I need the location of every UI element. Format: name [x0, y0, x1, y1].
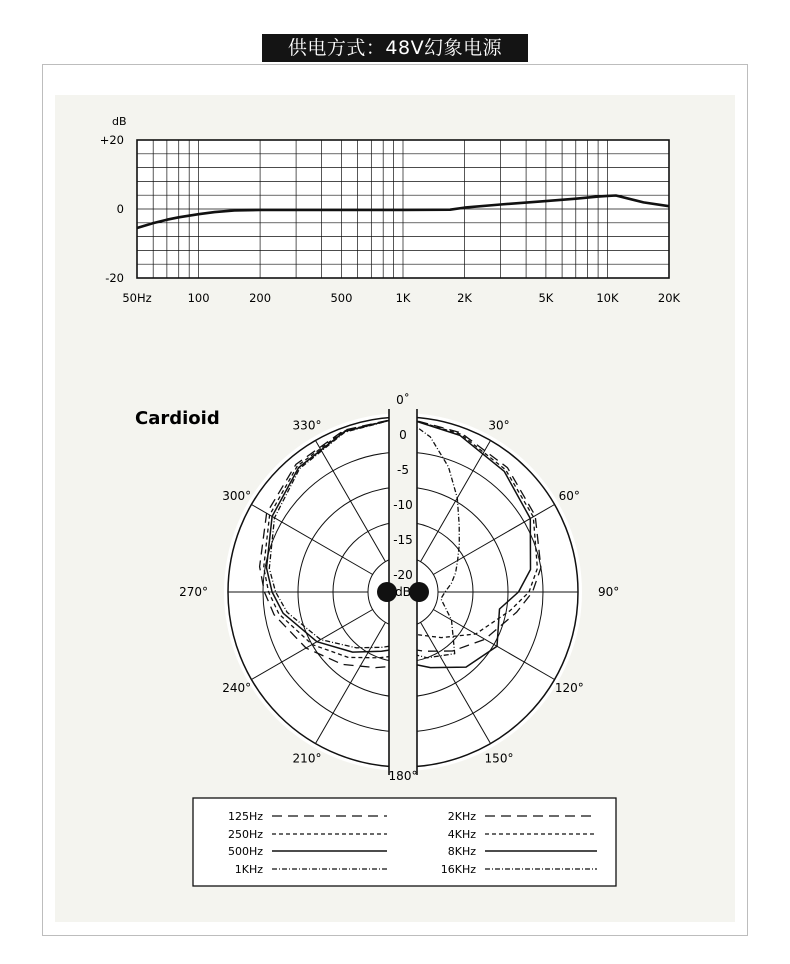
- fr-x-tick-label: 200: [249, 291, 272, 305]
- legend-label: 250Hz: [227, 828, 263, 841]
- legend-label: 8KHz: [447, 845, 476, 858]
- frequency-response-chart: [100, 115, 681, 305]
- polar-r-tick-label: -10: [393, 498, 413, 512]
- polar-r-tick-label: -20: [393, 568, 413, 582]
- legend-label: 125Hz: [227, 810, 263, 823]
- page-title: 供电方式：48V幻象电源: [262, 34, 528, 62]
- fr-y-axis-label: dB: [112, 115, 127, 128]
- fr-x-tick-label: 5K: [538, 291, 554, 305]
- fr-y-tick-label: 0: [116, 202, 124, 216]
- legend-label: 4KHz: [447, 828, 476, 841]
- polar-angle-label: 0˚: [396, 393, 410, 407]
- fr-x-tick-label: 100: [187, 291, 210, 305]
- polar-angle-label: 330°: [292, 418, 322, 433]
- polar-angle-label: 210°: [292, 751, 322, 766]
- polar-angle-label: 30°: [488, 418, 510, 433]
- polar-pattern-chart: [135, 392, 619, 783]
- polar-hub-left: [377, 582, 397, 602]
- fr-x-tick-label: 50Hz: [122, 291, 152, 305]
- fr-x-tick-label: 20K: [657, 291, 681, 305]
- fr-y-tick-label: -20: [105, 271, 124, 285]
- legend-label: 16KHz: [440, 863, 476, 876]
- polar-angle-label: 90°: [598, 585, 620, 599]
- legend: [193, 798, 616, 886]
- fr-x-tick-label: 10K: [596, 291, 619, 305]
- fr-y-ticks: [100, 133, 124, 285]
- polar-angle-label: 150°: [484, 751, 514, 766]
- polar-r-tick-label: -15: [393, 533, 413, 547]
- polar-title: Cardioid: [135, 408, 220, 429]
- polar-angle-label: 300°: [222, 489, 252, 503]
- legend-label: 500Hz: [227, 845, 263, 858]
- polar-angle-label: 240°: [222, 681, 252, 695]
- legend-label: 2KHz: [447, 810, 476, 823]
- polar-r-tick-label: -5: [397, 463, 409, 477]
- polar-angle-label: 60°: [558, 489, 580, 503]
- fr-x-tick-label: 1K: [395, 291, 411, 305]
- polar-angle-label: 270°: [179, 585, 208, 599]
- polar-hub-right: [409, 582, 429, 602]
- polar-r-tick-label: dB: [395, 585, 411, 599]
- polar-angle-label: 180°: [388, 769, 418, 783]
- fr-y-tick-label: +20: [99, 133, 124, 147]
- polar-r-tick-label: 0: [399, 428, 407, 442]
- polar-angle-label: 120°: [554, 681, 584, 695]
- fr-x-ticks: [122, 291, 680, 305]
- fr-x-tick-label: 2K: [457, 291, 472, 305]
- fr-x-tick-label: 500: [330, 291, 353, 305]
- legend-label: 1KHz: [234, 863, 263, 876]
